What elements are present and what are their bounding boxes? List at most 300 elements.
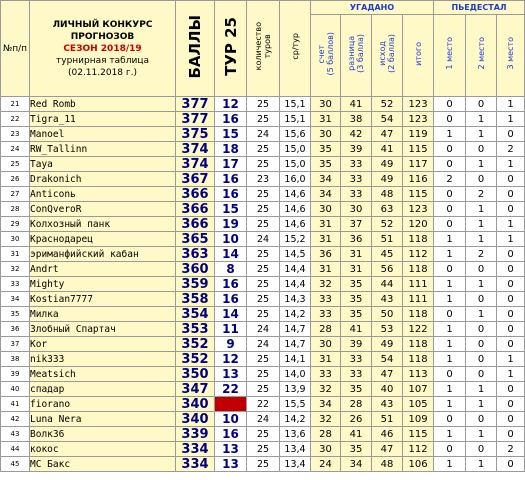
row-number: 40 (1, 382, 30, 397)
outcome-guessed: 54 (372, 112, 403, 127)
col-header-tours-count: количество туров (247, 1, 280, 97)
average-per-tour: 14,6 (280, 217, 311, 232)
total-guessed: 113 (403, 367, 434, 382)
place-2-count: 0 (466, 367, 497, 382)
score-guessed: 34 (311, 397, 341, 412)
score-guessed: 35 (311, 157, 341, 172)
average-per-tour: 13,4 (280, 457, 311, 472)
points-value: 359 (176, 277, 215, 292)
tours-count: 25 (247, 97, 280, 112)
average-per-tour: 15,0 (280, 142, 311, 157)
score-guessed: 30 (311, 442, 341, 457)
total-guessed: 115 (403, 187, 434, 202)
row-number: 37 (1, 337, 30, 352)
total-guessed: 112 (403, 442, 434, 457)
row-number: 29 (1, 217, 30, 232)
average-per-tour: 13,4 (280, 442, 311, 457)
place-1-count: 0 (434, 112, 466, 127)
place-3-count: 0 (497, 382, 525, 397)
score-guessed: 33 (311, 307, 341, 322)
outcome-guessed: 52 (372, 217, 403, 232)
difference-guessed: 37 (341, 217, 372, 232)
points-value: 366 (176, 187, 215, 202)
participant-name: Taya (30, 157, 176, 172)
points-value: 377 (176, 97, 215, 112)
table-row (1, 97, 525, 112)
points-value: 377 (176, 112, 215, 127)
table-row (1, 217, 525, 232)
participant-name: Drakonich (30, 172, 176, 187)
place-2-count: 0 (466, 337, 497, 352)
place-1-count: 1 (434, 397, 466, 412)
place-2-count: 1 (466, 232, 497, 247)
score-guessed: 30 (311, 202, 341, 217)
place-2-count: 0 (466, 322, 497, 337)
points-value: 339 (176, 427, 215, 442)
average-per-tour: 13,9 (280, 382, 311, 397)
place-1-count: 0 (434, 412, 466, 427)
total-guessed: 123 (403, 202, 434, 217)
row-number: 33 (1, 277, 30, 292)
participant-name: спадар (30, 382, 176, 397)
place-3-count: 0 (497, 187, 525, 202)
score-guessed: 34 (311, 187, 341, 202)
place-2-count: 1 (466, 397, 497, 412)
tour-points: 16 (215, 277, 247, 292)
place-1-count: 1 (434, 232, 466, 247)
tour-points: 18 (215, 142, 247, 157)
tours-count: 23 (247, 172, 280, 187)
points-value: 363 (176, 247, 215, 262)
average-per-tour: 15,1 (280, 97, 311, 112)
place-3-count: 0 (497, 172, 525, 187)
tours-count: 24 (247, 337, 280, 352)
place-2-count: 1 (466, 427, 497, 442)
col-header-average: ср/тур (280, 1, 311, 97)
total-guessed: 115 (403, 427, 434, 442)
points-value: 353 (176, 322, 215, 337)
tour-points: 16 (215, 112, 247, 127)
row-number: 25 (1, 157, 30, 172)
total-guessed: 116 (403, 172, 434, 187)
place-1-count: 0 (434, 97, 466, 112)
outcome-guessed: 49 (372, 157, 403, 172)
place-3-count: 0 (497, 292, 525, 307)
score-guessed: 34 (311, 172, 341, 187)
outcome-guessed: 63 (372, 202, 403, 217)
place-2-count: 1 (466, 157, 497, 172)
total-guessed: 122 (403, 322, 434, 337)
difference-guessed: 26 (341, 412, 372, 427)
tour-points: 12 (215, 97, 247, 112)
tour-missed-cell (215, 397, 247, 412)
tours-count: 25 (247, 262, 280, 277)
row-number: 41 (1, 397, 30, 412)
outcome-guessed: 45 (372, 247, 403, 262)
place-3-count: 0 (497, 247, 525, 262)
outcome-guessed: 49 (372, 172, 403, 187)
place-3-count: 0 (497, 427, 525, 442)
place-3-count: 2 (497, 142, 525, 157)
group-header-guessed: УГАДАНО (311, 1, 434, 15)
row-number: 34 (1, 292, 30, 307)
score-guessed: 32 (311, 382, 341, 397)
tours-count: 24 (247, 127, 280, 142)
participant-name: Краснодарец (30, 232, 176, 247)
outcome-guessed: 44 (372, 277, 403, 292)
points-value: 334 (176, 442, 215, 457)
score-guessed: 24 (311, 457, 341, 472)
average-per-tour: 14,5 (280, 247, 311, 262)
participant-name: Andrt (30, 262, 176, 277)
total-guessed: 117 (403, 157, 434, 172)
table-row (1, 382, 525, 397)
outcome-guessed: 40 (372, 382, 403, 397)
row-number: 26 (1, 172, 30, 187)
place-3-count: 1 (497, 367, 525, 382)
points-value: 350 (176, 367, 215, 382)
participant-name: fiorano (30, 397, 176, 412)
table-row (1, 112, 525, 127)
row-number: 23 (1, 127, 30, 142)
tours-count: 25 (247, 247, 280, 262)
tour-points: 13 (215, 457, 247, 472)
place-2-count: 2 (466, 247, 497, 262)
difference-guessed: 31 (341, 262, 372, 277)
participant-name: RW_Tallinn (30, 142, 176, 157)
difference-guessed: 39 (341, 337, 372, 352)
outcome-guessed: 48 (372, 457, 403, 472)
total-guessed: 111 (403, 277, 434, 292)
table-row (1, 232, 525, 247)
place-1-count: 2 (434, 172, 466, 187)
total-guessed: 112 (403, 247, 434, 262)
tours-count: 22 (247, 397, 280, 412)
difference-guessed: 35 (341, 382, 372, 397)
row-number: 39 (1, 367, 30, 382)
tours-count: 25 (247, 352, 280, 367)
total-guessed: 119 (403, 127, 434, 142)
average-per-tour: 15,0 (280, 157, 311, 172)
participant-name: Mighty (30, 277, 176, 292)
total-guessed: 123 (403, 97, 434, 112)
place-2-count: 0 (466, 442, 497, 457)
outcome-guessed: 43 (372, 292, 403, 307)
table-row (1, 187, 525, 202)
place-3-count: 0 (497, 277, 525, 292)
col-header-place-3: 3 место (497, 15, 525, 97)
place-2-count: 0 (466, 412, 497, 427)
row-number: 32 (1, 262, 30, 277)
tour-points: 16 (215, 172, 247, 187)
difference-guessed: 33 (341, 367, 372, 382)
points-value: 367 (176, 172, 215, 187)
tours-count: 25 (247, 367, 280, 382)
points-value: 360 (176, 262, 215, 277)
participant-name: кокос (30, 442, 176, 457)
points-value: 334 (176, 457, 215, 472)
outcome-guessed: 47 (372, 367, 403, 382)
tours-count: 25 (247, 277, 280, 292)
points-value: 340 (176, 412, 215, 427)
place-3-count: 1 (497, 352, 525, 367)
difference-guessed: 41 (341, 427, 372, 442)
place-3-count: 2 (497, 442, 525, 457)
difference-guessed: 41 (341, 97, 372, 112)
total-guessed: 109 (403, 412, 434, 427)
table-row (1, 142, 525, 157)
total-guessed: 111 (403, 292, 434, 307)
average-per-tour: 14,7 (280, 322, 311, 337)
participant-name: nik333 (30, 352, 176, 367)
points-value: 358 (176, 292, 215, 307)
tour-points: 16 (215, 187, 247, 202)
row-number: 36 (1, 322, 30, 337)
points-value: 352 (176, 337, 215, 352)
title-line-2: ПРОГНОЗОВ (70, 31, 135, 42)
table-row (1, 262, 525, 277)
difference-guessed: 35 (341, 277, 372, 292)
outcome-guessed: 48 (372, 187, 403, 202)
tours-count: 25 (247, 427, 280, 442)
total-guessed: 105 (403, 397, 434, 412)
difference-guessed: 31 (341, 247, 372, 262)
score-guessed: 31 (311, 232, 341, 247)
difference-guessed: 33 (341, 157, 372, 172)
place-3-count: 0 (497, 127, 525, 142)
participant-name: Luna Nera (30, 412, 176, 427)
table-row (1, 367, 525, 382)
place-2-count: 2 (466, 187, 497, 202)
tours-count: 25 (247, 292, 280, 307)
place-2-count: 1 (466, 202, 497, 217)
place-2-count: 0 (466, 292, 497, 307)
points-value: 375 (176, 127, 215, 142)
col-header-points: БАЛЛЫ (176, 1, 215, 97)
participant-name: Kostian7777 (30, 292, 176, 307)
table-row (1, 322, 525, 337)
difference-guessed: 35 (341, 292, 372, 307)
tour-points: 11 (215, 322, 247, 337)
table-row (1, 412, 525, 427)
row-number: 45 (1, 457, 30, 472)
place-2-count: 1 (466, 307, 497, 322)
table-row (1, 157, 525, 172)
col-header-difference: разница (3 балла) (341, 15, 372, 97)
row-number: 38 (1, 352, 30, 367)
average-per-tour: 15,2 (280, 232, 311, 247)
score-guessed: 28 (311, 427, 341, 442)
table-row (1, 397, 525, 412)
tour-points: 14 (215, 247, 247, 262)
table-row (1, 277, 525, 292)
outcome-guessed: 50 (372, 307, 403, 322)
place-1-count: 0 (434, 367, 466, 382)
average-per-tour: 14,0 (280, 367, 311, 382)
place-1-count: 0 (434, 187, 466, 202)
row-number: 44 (1, 442, 30, 457)
points-value: 347 (176, 382, 215, 397)
table-row (1, 427, 525, 442)
outcome-guessed: 47 (372, 442, 403, 457)
participant-name: Red Romb (30, 97, 176, 112)
tour-points: 13 (215, 367, 247, 382)
subtitle-date: (02.11.2018 г.) (67, 67, 137, 78)
place-3-count: 0 (497, 412, 525, 427)
place-1-count: 1 (434, 427, 466, 442)
participant-name: Волк36 (30, 427, 176, 442)
tour-points: 13 (215, 442, 247, 457)
table-row (1, 442, 525, 457)
total-guessed: 118 (403, 262, 434, 277)
total-guessed: 106 (403, 457, 434, 472)
score-guessed: 28 (311, 322, 341, 337)
average-per-tour: 15,5 (280, 397, 311, 412)
outcome-guessed: 52 (372, 97, 403, 112)
average-per-tour: 15,6 (280, 127, 311, 142)
average-per-tour: 16,0 (280, 172, 311, 187)
table-row (1, 127, 525, 142)
standings-body (1, 97, 525, 472)
table-row (1, 307, 525, 322)
row-number: 42 (1, 412, 30, 427)
score-guessed: 30 (311, 337, 341, 352)
outcome-guessed: 49 (372, 337, 403, 352)
tours-count: 25 (247, 157, 280, 172)
score-guessed: 31 (311, 217, 341, 232)
place-1-count: 0 (434, 202, 466, 217)
total-guessed: 118 (403, 232, 434, 247)
place-2-count: 1 (466, 277, 497, 292)
participant-name: Anticonь (30, 187, 176, 202)
tours-count: 25 (247, 442, 280, 457)
place-2-count: 0 (466, 262, 497, 277)
place-3-count: 0 (497, 202, 525, 217)
tours-count: 25 (247, 142, 280, 157)
place-3-count: 0 (497, 262, 525, 277)
tour-points: 19 (215, 217, 247, 232)
place-3-count: 1 (497, 97, 525, 112)
points-value: 354 (176, 307, 215, 322)
difference-guessed: 35 (341, 442, 372, 457)
title-line-1: ЛИЧНЫЙ КОНКУРС (52, 19, 153, 30)
average-per-tour: 15,1 (280, 112, 311, 127)
tour-points: 15 (215, 202, 247, 217)
place-2-count: 1 (466, 112, 497, 127)
place-1-count: 0 (434, 442, 466, 457)
participant-name: эриманфийский кабан (30, 247, 176, 262)
tours-count: 25 (247, 457, 280, 472)
outcome-guessed: 43 (372, 397, 403, 412)
place-1-count: 0 (434, 157, 466, 172)
score-guessed: 32 (311, 277, 341, 292)
col-header-place-2: 2 место (466, 15, 497, 97)
row-number: 30 (1, 232, 30, 247)
difference-guessed: 38 (341, 112, 372, 127)
difference-guessed: 39 (341, 142, 372, 157)
place-1-count: 1 (434, 322, 466, 337)
tour-points: 17 (215, 157, 247, 172)
tour-points: 10 (215, 232, 247, 247)
tours-count: 25 (247, 382, 280, 397)
participant-name: Колхозный панк (30, 217, 176, 232)
tour-points: 9 (215, 337, 247, 352)
tours-count: 25 (247, 307, 280, 322)
place-2-count: 0 (466, 352, 497, 367)
outcome-guessed: 56 (372, 262, 403, 277)
col-header-place-1: 1 место (434, 15, 466, 97)
table-row (1, 202, 525, 217)
row-number: 28 (1, 202, 30, 217)
tour-points: 14 (215, 307, 247, 322)
total-guessed: 118 (403, 307, 434, 322)
participant-name: МС Бакс (30, 457, 176, 472)
place-3-count: 1 (497, 232, 525, 247)
place-3-count: 0 (497, 337, 525, 352)
points-value: 366 (176, 217, 215, 232)
place-2-count: 0 (466, 142, 497, 157)
tours-count: 25 (247, 202, 280, 217)
average-per-tour: 14,7 (280, 337, 311, 352)
place-1-count: 1 (434, 247, 466, 262)
place-3-count: 1 (497, 112, 525, 127)
participant-name: Tigra_11 (30, 112, 176, 127)
participant-name: Kor (30, 337, 176, 352)
table-title (30, 1, 176, 97)
place-2-count: 0 (466, 172, 497, 187)
participant-name: ConQveroR (30, 202, 176, 217)
table-row (1, 337, 525, 352)
score-guessed: 36 (311, 247, 341, 262)
difference-guessed: 34 (341, 457, 372, 472)
group-header-podium: ПЬЕДЕСТАЛ (434, 1, 525, 15)
place-1-count: 0 (434, 142, 466, 157)
row-number: 43 (1, 427, 30, 442)
difference-guessed: 33 (341, 172, 372, 187)
place-2-count: 1 (466, 217, 497, 232)
col-header-outcome: исход (2 балла) (372, 15, 403, 97)
tours-count: 24 (247, 232, 280, 247)
place-3-count: 0 (497, 457, 525, 472)
place-3-count: 1 (497, 157, 525, 172)
tour-points: 15 (215, 127, 247, 142)
table-row (1, 457, 525, 472)
col-header-tour: ТУР 25 (215, 1, 247, 97)
season-label: СЕЗОН 2018/19 (63, 43, 142, 54)
row-number: 35 (1, 307, 30, 322)
score-guessed: 30 (311, 97, 341, 112)
total-guessed: 118 (403, 337, 434, 352)
place-1-count: 1 (434, 352, 466, 367)
points-value: 352 (176, 352, 215, 367)
average-per-tour: 14,2 (280, 412, 311, 427)
score-guessed: 30 (311, 127, 341, 142)
place-2-count: 1 (466, 382, 497, 397)
tours-count: 25 (247, 217, 280, 232)
table-row (1, 172, 525, 187)
points-value: 365 (176, 232, 215, 247)
difference-guessed: 30 (341, 202, 372, 217)
participant-name: Злобный Спартач (30, 322, 176, 337)
place-3-count: 0 (497, 322, 525, 337)
tours-count: 25 (247, 112, 280, 127)
tour-points: 22 (215, 382, 247, 397)
average-per-tour: 13,6 (280, 427, 311, 442)
place-1-count: 1 (434, 457, 466, 472)
difference-guessed: 42 (341, 127, 372, 142)
row-number: 21 (1, 97, 30, 112)
tour-points: 16 (215, 427, 247, 442)
